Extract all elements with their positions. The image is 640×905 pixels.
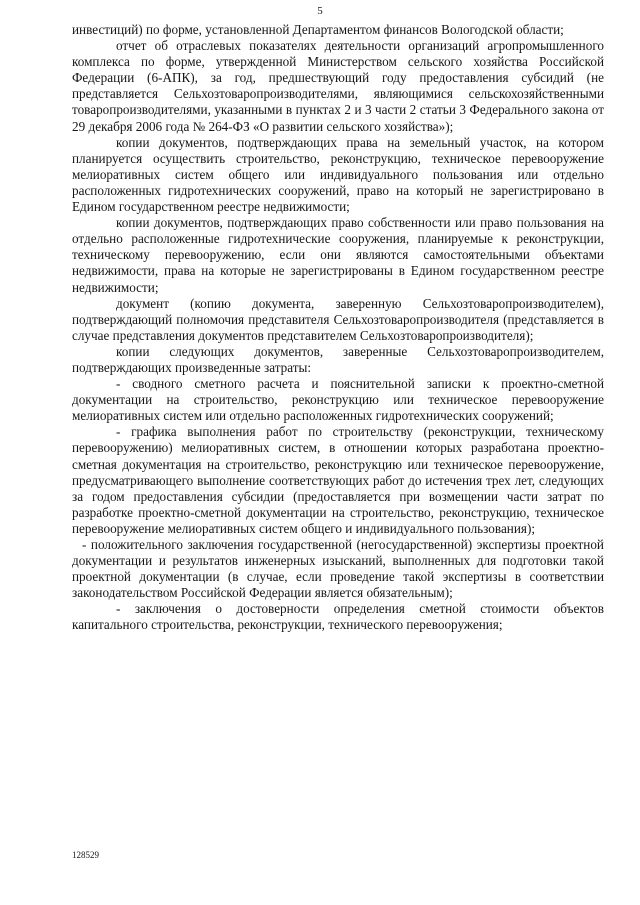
list-item-cost-reliability-conclusion: - заключения о достоверности определения сметной стоимости объектов капитального строительства, реконструкции, технического перевооружения; <box>72 601 604 633</box>
document-body <box>72 22 604 634</box>
page-number: 5 <box>317 5 323 17</box>
paragraph-land-rights-copies: копии документов, подтверждающих права на земельный участок, на котором планируется осуществить строительство, реконструкцию, техническое перевооружение мелиоративных систем общего или индивидуального пользования или отдельно расположенных гидротехнических сооружений, право на который не зарегистрировано в Едином государственном реестре недвижимости; <box>72 134 604 215</box>
paragraph-investments-form: инвестиций) по форме, установленной Департаментом финансов Вологодской области; <box>72 22 564 37</box>
paragraph-representative-authority: документ (копию документа, заверенную Сельхозтоваропроизводителем), подтверждающий полномочия представителя Сельхозтоваропроизводителя (представляется в случае представления документов представителем Сельхозтоваропроизводителя); <box>72 295 604 343</box>
paragraph-cost-documents: копии следующих документов, заверенные Сельхозтоваропроизводителем, подтверждающих произведенные затраты: <box>72 343 604 375</box>
list-item-estimate-summary: - сводного сметного расчета и пояснительной записки к проектно-сметной документации на строительство, реконструкцию или техническое перевооружение мелиоративных систем или отдельно расположенных гидротехнических сооружений; <box>72 376 604 424</box>
list-item-expert-conclusion: - положительного заключения государственной (негосударственной) экспертизы проектной документации и результатов инженерных изысканий, выполненных для подготовки такой проектной документации (в случае, если проведение такой экспертизы в соответствии законодательством Российской Федерации является обязательным); <box>72 537 604 601</box>
document-code: 128529 <box>72 850 99 860</box>
list-item-work-schedule: - графика выполнения работ по строительству (реконструкции, техническому перевооружению) мелиоративных систем, в отношении которых разработана проектно-сметная документация на строительство, реконструкцию или техническое перевооружение, предусматривающего выполнение соответствующих работ до истечения трех лет, следующих за годом предоставления субсидии (предоставляется при возмещении части затрат по разработке проектно-сметной документации на строительство, реконструкцию, техническое перевооружение мелиоративных систем общего и индивидуального пользования); <box>72 424 604 536</box>
paragraph-6apk-report: отчет об отраслевых показателях деятельности организаций агропромышленного комплекса по форме, утвержденной Министерством сельского хозяйства Российской Федерации (6-АПК), за год, предшествующий году предоставления субсидий (не представляется Сельхозтоваропроизводителями, являющимися сельскохозяйственными товаропроизводителями, указанными в пунктах 2 и 3 части 2 статьи 3 Федерального закона от 29 декабря 2006 года № 264-ФЗ «О развитии сельского хозяйства»); <box>72 38 604 134</box>
paragraph-ownership-copies: копии документов, подтверждающих право собственности или право пользования на отдельно расположенные гидротехнические сооружения, планируемые к реконструкции, техническому перевооружению, если они являются самостоятельными объектами недвижимости, права на которые не зарегистрированы в Едином государственном реестре недвижимости; <box>72 215 604 295</box>
